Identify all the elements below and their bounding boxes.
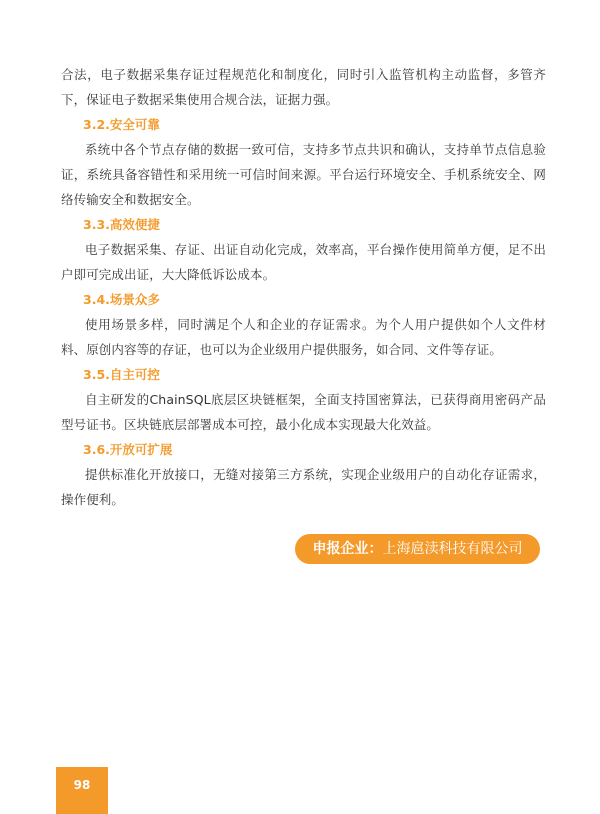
section-heading-many-scenarios: 3.4.场景众多 bbox=[83, 292, 160, 307]
paragraph-many-scenarios: 使用场景多样，同时满足个人和企业的存证需求。为个人用户提供如个人文件材料、原创内容等的存证，也可以为企业级用户提供服务，如合同、文件等存证。 bbox=[61, 317, 546, 357]
company-label: 申报企业： bbox=[312, 541, 383, 557]
main-content bbox=[61, 62, 546, 512]
paragraph-efficient-convenient: 电子数据采集、存证、出证自动化完成，效率高，平台操作使用简单方便，足不出户即可完成出证，大大降低诉讼成本。 bbox=[61, 242, 546, 282]
section-heading-independent-control: 3.5.自主可控 bbox=[83, 367, 160, 382]
company-name: 上海扈渎科技有限公司 bbox=[382, 541, 523, 557]
paragraph-open-extensible: 提供标准化开放接口，无缝对接第三方系统，实现企业级用户的自动化存证需求，操作便利。 bbox=[61, 467, 546, 507]
company-badge bbox=[295, 534, 540, 564]
paragraph-continuation: 合法，电子数据采集存证过程规范化和制度化，同时引入监管机构主动监督，多管齐下，保证电子数据采集使用合规合法，证据力强。 bbox=[61, 67, 546, 107]
section-heading-open-extensible: 3.6.开放可扩展 bbox=[83, 442, 173, 457]
section-heading-efficient-convenient: 3.3.高效便捷 bbox=[83, 217, 160, 232]
section-heading-secure-reliable: 3.2.安全可靠 bbox=[83, 117, 160, 132]
paragraph-secure-reliable: 系统中各个节点存储的数据一致可信，支持多节点共识和确认，支持单节点信息验证，系统具备容错性和采用统一可信时间来源。平台运行环境安全、手机系统安全、网络传输安全和数据安全。 bbox=[61, 142, 546, 207]
page-number: 98 bbox=[56, 767, 108, 814]
paragraph-independent-control: 自主研发的ChainSQL底层区块链框架，全面支持国密算法，已获得商用密码产品型号证书。区块链底层部署成本可控，最小化成本实现最大化效益。 bbox=[61, 392, 546, 432]
